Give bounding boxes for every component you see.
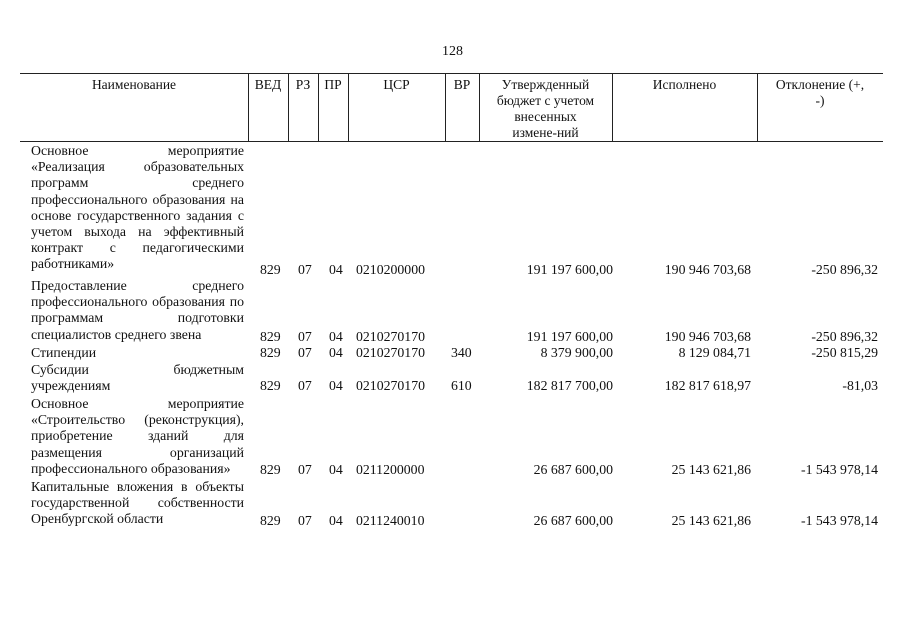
header-name: Наименование <box>91 77 177 92</box>
row-rz: 07 <box>298 329 312 344</box>
row-deviation: -250 896,32 <box>811 262 878 277</box>
row-vr: 340 <box>451 345 472 360</box>
row-executed: 25 143 621,86 <box>671 462 751 477</box>
row-executed: 25 143 621,86 <box>671 513 751 528</box>
row-name: Субсидии бюджетным учреждениям <box>31 362 244 394</box>
row-deviation: -1 543 978,14 <box>800 513 878 528</box>
row-executed: 190 946 703,68 <box>664 329 751 344</box>
row-ved: 829 <box>260 345 281 360</box>
row-pr: 04 <box>329 262 343 277</box>
row-budget: 191 197 600,00 <box>526 262 613 277</box>
row-deviation: -1 543 978,14 <box>800 462 878 477</box>
row-pr: 04 <box>329 345 343 360</box>
row-budget: 8 379 900,00 <box>540 345 613 360</box>
row-pr: 04 <box>329 513 343 528</box>
row-name: Стипендии <box>31 345 97 360</box>
header-pr: ПР <box>324 77 342 92</box>
table-header <box>20 73 883 142</box>
header-csr: ЦСР <box>383 77 410 92</box>
row-name: Основное мероприятие «Строительство (реконструкция), приобретение зданий для размещения организаций профессионального образования» <box>31 396 244 476</box>
row-ved: 829 <box>260 378 281 393</box>
row-csr: 0211200000 <box>356 462 425 477</box>
row-deviation: -250 815,29 <box>811 345 878 360</box>
row-ved: 829 <box>260 329 281 344</box>
row-pr: 04 <box>329 462 343 477</box>
row-budget: 182 817 700,00 <box>526 378 613 393</box>
header-vr: ВР <box>453 77 471 92</box>
row-pr: 04 <box>329 378 343 393</box>
row-rz: 07 <box>298 345 312 360</box>
row-csr: 0210270170 <box>356 378 425 393</box>
row-ved: 829 <box>260 513 281 528</box>
row-executed: 182 817 618,97 <box>664 378 751 393</box>
row-budget: 26 687 600,00 <box>533 462 613 477</box>
row-rz: 07 <box>298 462 312 477</box>
row-csr: 0211240010 <box>356 513 425 528</box>
row-rz: 07 <box>298 513 312 528</box>
header-ved: ВЕД <box>254 77 282 92</box>
row-name: Предоставление среднего профессионального образования по программам подготовки специалистов среднего звена <box>31 278 244 342</box>
row-executed: 190 946 703,68 <box>664 262 751 277</box>
row-name: Капитальные вложения в объекты государственной собственности Оренбургской области <box>31 479 244 527</box>
row-budget: 191 197 600,00 <box>526 329 613 344</box>
row-budget: 26 687 600,00 <box>533 513 613 528</box>
header-deviation: Отклонение (+, -) <box>775 77 865 108</box>
header-rz: РЗ <box>295 77 311 92</box>
row-vr: 610 <box>451 378 472 393</box>
header-executed: Исполнено <box>652 77 717 92</box>
row-ved: 829 <box>260 462 281 477</box>
row-name: Основное мероприятие «Реализация образовательных программ среднего профессионального образования на основе государственного задания с учетом выхода на эффективный контракт с педагогическими работниками» <box>31 143 244 272</box>
page-number: 128 <box>442 44 463 59</box>
row-csr: 0210270170 <box>356 345 425 360</box>
header-budget: Утвержденный бюджет с учетом внесенных измене-ний <box>496 77 595 140</box>
row-deviation: -250 896,32 <box>811 329 878 344</box>
row-ved: 829 <box>260 262 281 277</box>
row-deviation: -81,03 <box>842 378 878 393</box>
row-pr: 04 <box>329 329 343 344</box>
row-executed: 8 129 084,71 <box>678 345 751 360</box>
row-rz: 07 <box>298 378 312 393</box>
row-csr: 0210270170 <box>356 329 425 344</box>
row-csr: 0210200000 <box>356 262 425 277</box>
row-rz: 07 <box>298 262 312 277</box>
